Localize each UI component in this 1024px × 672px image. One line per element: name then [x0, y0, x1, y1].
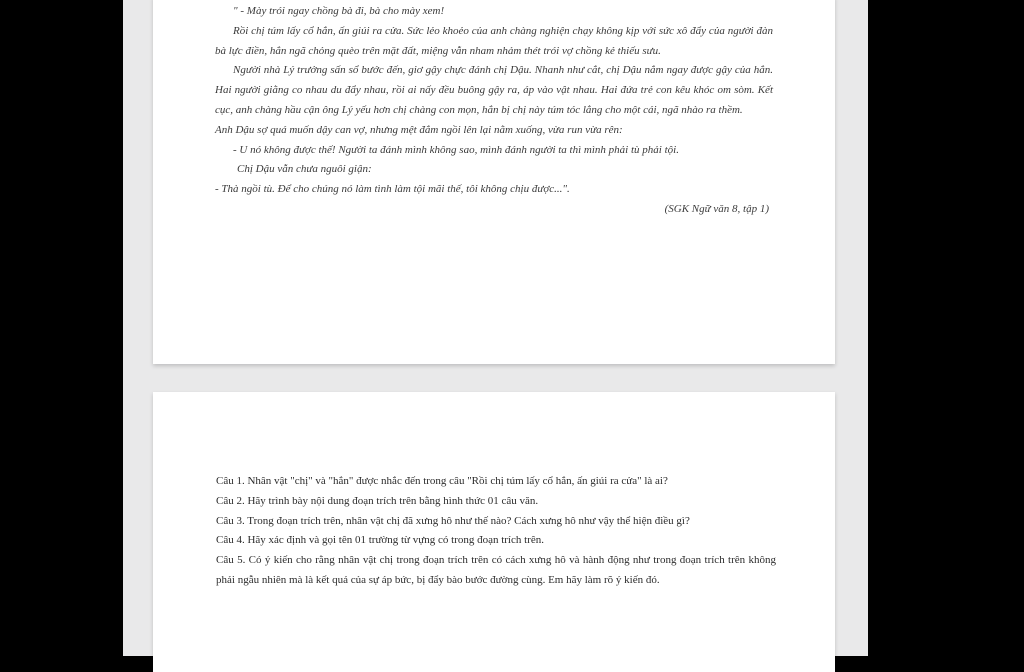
question-list: [216, 472, 776, 591]
passage-paragraph-5: - U nó không được thế! Người ta đánh mình không sao, mình đánh người ta thì mình phải tù phải tội.: [233, 143, 679, 156]
question-5: Câu 5. Có ý kiến cho rằng nhân vật chị trong đoạn trích trên có cách xưng hô và hành động như trong đoạn trích trên không phải ngẫu nhiên mà là kết quả của sự áp bức, bị đẩy bào bước đường cùng. Em hãy làm rõ ý kiến đó.: [216, 554, 776, 586]
passage-source: (SGK Ngữ văn 8, tập 1): [664, 202, 769, 215]
passage-line-1: " - Mày trói ngay chồng bà đi, bà cho mày xem!: [233, 5, 445, 17]
passage-paragraph-3: Người nhà Lý trưởng sấn sổ bước đến, giơ gậy chực đánh chị Dậu. Nhanh như cắt, chị Dậu nắm ngay được gậy của hắn. Hai người giằng co nhau du đẩy nhau, rồi ai nấy đều buông gậy ra, áp vào vật nhau. Hai đứa trẻ con kêu khóc om sòm. Kết cục, anh chàng hầu cận ông Lý yếu hơn chị chàng con mọn, hắn bị chị này túm tóc lẳng cho một cái, ngã nhào ra thềm.: [215, 64, 773, 116]
passage-paragraph-4: Anh Dậu sợ quá muốn dậy can vợ, nhưng mệt đắm ngồi lên lại nằm xuống, vừa run vừa rên:: [215, 123, 623, 136]
question-2: Câu 2. Hãy trình bày nội dung đoạn trích trên bằng hình thức 01 câu văn.: [216, 494, 539, 507]
question-3: Câu 3. Trong đoạn trích trên, nhân vật chị đã xưng hô như thế nào? Cách xưng hô như vậy thể hiện điều gì?: [216, 514, 690, 527]
passage-paragraph-7: - Thà ngồi tù. Để cho chúng nó làm tình làm tội mãi thế, tôi không chịu được...".: [215, 183, 570, 196]
passage-paragraph-2: Rồi chị túm lấy cổ hắn, ấn giúi ra cửa. Sức lẻo khoẻo của anh chàng nghiện chạy không kịp với sức xô đẩy của người đàn bà lực điền, hắn ngã chỏng quèo trên mặt đất, miệng vẫn nham nhảm thét trói vợ chồng kẻ thiếu sưu.: [215, 24, 773, 57]
page-1: [153, 0, 835, 364]
question-4: Câu 4. Hãy xác định và gọi tên 01 trường từ vựng có trong đoạn trích trên.: [216, 534, 544, 547]
question-1: Câu 1. Nhân vật "chị" và "hắn" được nhắc đến trong câu "Rồi chị túm lấy cổ hắn, ấn giúi ra cửa" là ai?: [216, 475, 668, 487]
page-2: [153, 392, 835, 672]
literary-passage: [215, 2, 773, 220]
passage-paragraph-6: Chị Dậu vẫn chưa nguôi giận:: [237, 163, 372, 176]
document-viewer[interactable]: [123, 0, 868, 656]
